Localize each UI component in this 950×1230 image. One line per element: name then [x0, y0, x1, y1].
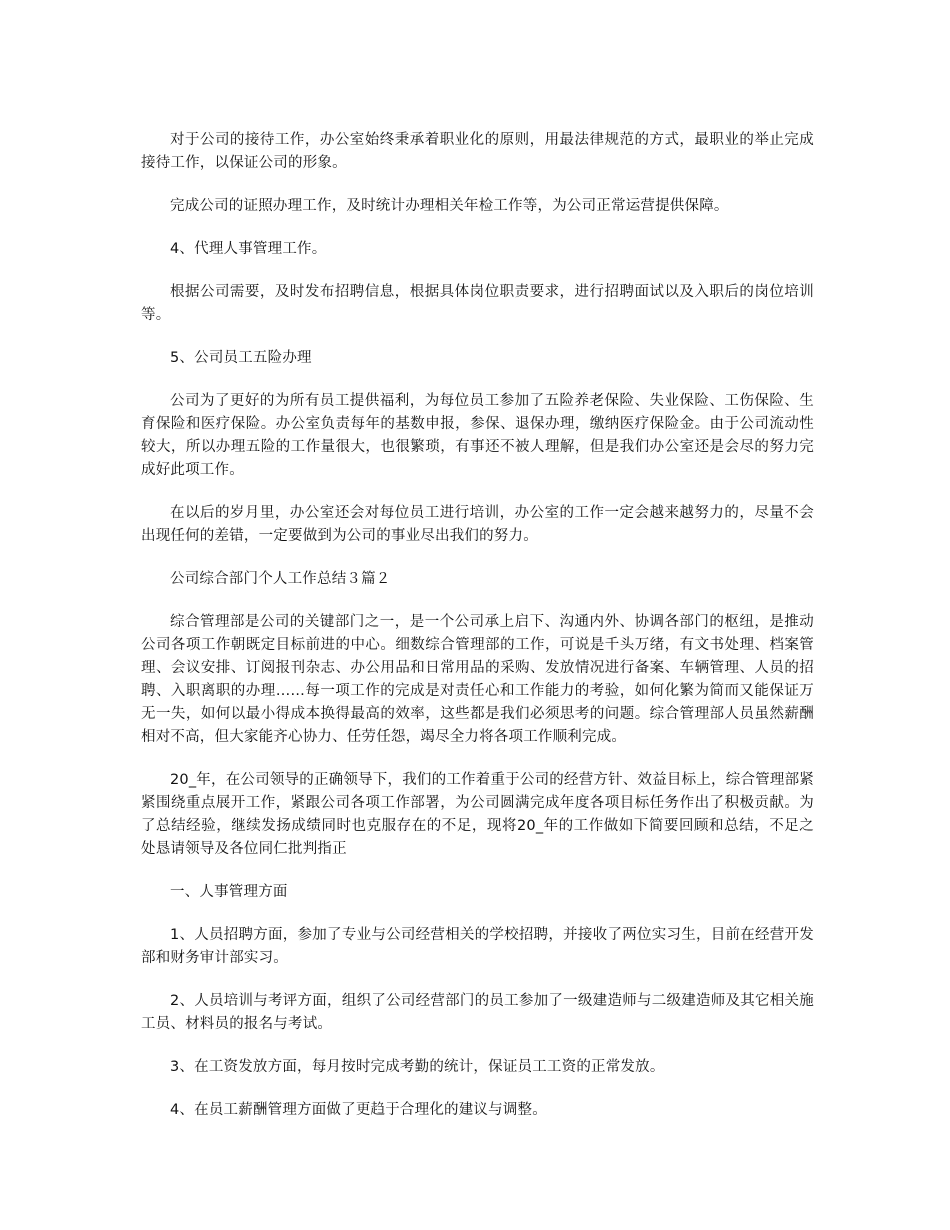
heading-personnel: 一、人事管理方面 [170, 884, 288, 900]
paragraph-reception: 对于公司的接待工作，办公室始终秉承着职业化的原则，用最法律规范的方式，最职业的举止完成接待工作，以保证公司的形象。 [141, 132, 814, 171]
list-item-training: 2、人员培训与考评方面，组织了公司经营部门的员工参加了一级建造师与二级建造师及其它相关施工员、材料员的报名与考试。 [141, 993, 814, 1032]
heading-hr-agency: 4、代理人事管理工作。 [170, 241, 327, 257]
list-item-compensation: 4、在员工薪酬管理方面做了更趋于合理化的建议与调整。 [170, 1102, 547, 1118]
list-item-payroll: 3、在工资发放方面，每月按时完成考勤的统计，保证员工工资的正常发放。 [170, 1059, 665, 1075]
paragraph-insurance: 公司为了更好的为所有员工提供福利，为每位员工参加了五险养老保险、失业保险、工伤保险、生育保险和医疗保险。办公室负责每年的基数申报，参保、退保办理，缴纳医疗保险金。由于公司流动性较大，所以办理五险的工作量很大，也很繁琐，有事还不被人理解，但是我们办公室还是会尽的努力完成好此项工作。 [141, 393, 814, 478]
paragraph-future: 在以后的岁月里，办公室还会对每位员工进行培训，办公室的工作一定会越来越努力的，尽量不会出现任何的差错，一定要做到为公司的事业尽出我们的努力。 [141, 505, 814, 544]
paragraph-year-summary: 20_年，在公司领导的正确领导下，我们的工作着重于公司的经营方针、效益目标上，综合管理部紧紧围绕重点展开工作，紧跟公司各项工作部署，为公司圆满完成年度各项目标任务作出了积极贡献。为了总结经验，继续发扬成绩同时也克服存在的不足，现将20_年的工作做如下简要回顾和总结，不足之处恳请领导及各位同仁批判指正 [141, 772, 814, 857]
heading-insurance: 5、公司员工五险办理 [170, 350, 312, 366]
paragraph-department-intro: 综合管理部是公司的关键部门之一，是一个公司承上启下、沟通内外、协调各部门的枢纽，是推动公司各项工作朝既定目标前进的中心。细数综合管理部的工作，可说是千头万绪，有文书处理、档案管理、会议安排、订阅报刊杂志、办公用品和日常用品的采购、发放情况进行备案、车辆管理、人员的招聘、入职离职的办理……每一项工作的完成是对责任心和工作能力的考验，如何化繁为简而又能保证万无一失，如何以最小得成本换得最高的效率，这些都是我们必须思考的问题。综合管理部人员虽然薪酬相对不高，但大家能齐心协力、任劳任怨，竭尽全力将各项工作顺利完成。 [141, 614, 814, 745]
paragraph-recruitment: 根据公司需要，及时发布招聘信息，根据具体岗位职责要求，进行招聘面试以及入职后的岗位培训等。 [141, 284, 814, 323]
section-title: 公司综合部门个人工作总结３篇２ [170, 571, 391, 587]
paragraph-certificates: 完成公司的证照办理工作，及时统计办理相关年检工作等，为公司正常运营提供保障。 [170, 198, 729, 214]
list-item-recruiting: 1、人员招聘方面，参加了专业与公司经营相关的学校招聘，并接收了两位实习生，目前在经营开发部和财务审计部实习。 [141, 927, 814, 966]
